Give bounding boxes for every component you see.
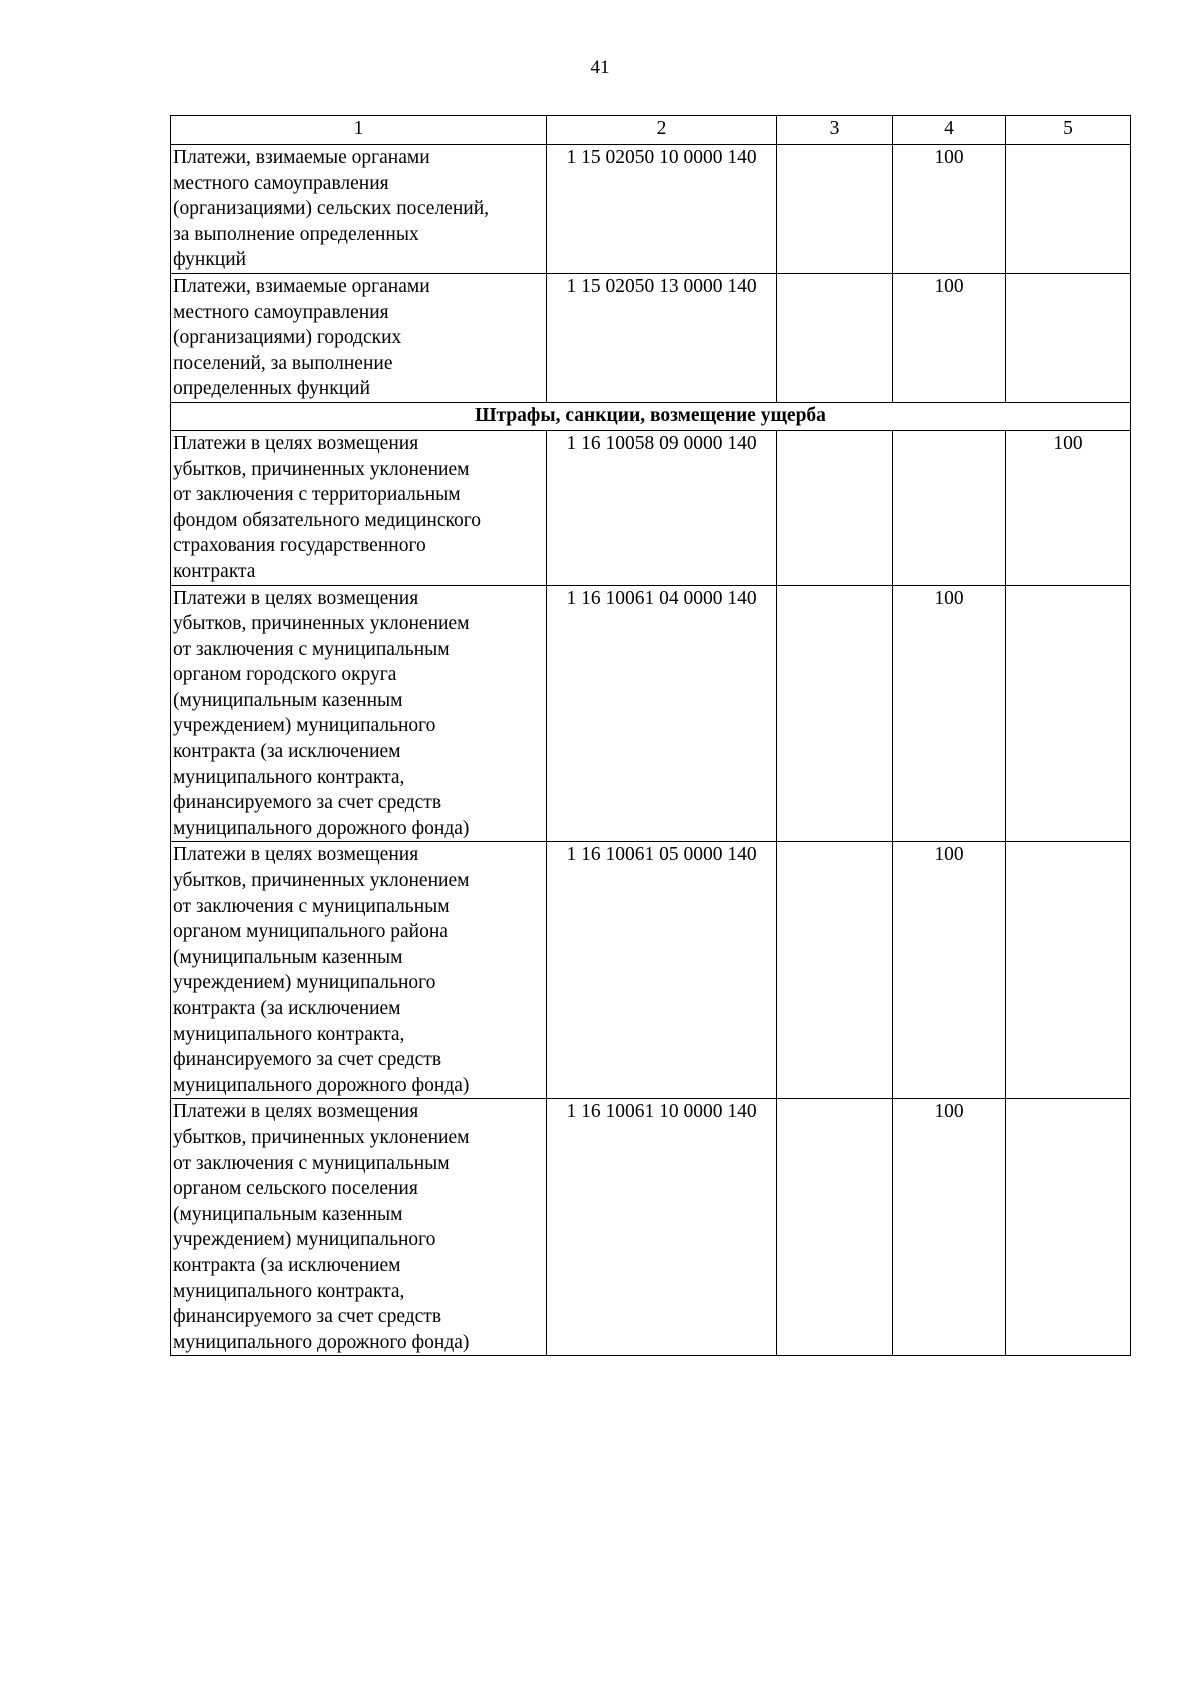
payment-name-line: финансируемого за счет средств: [173, 1049, 442, 1071]
column-header-row: [171, 116, 1131, 145]
payment-name-line: органом муниципального района: [173, 921, 448, 943]
payment-name-line: органом городского округа: [173, 664, 397, 686]
column-3-cell: [777, 842, 893, 1099]
payment-name-line: Платежи в целях возмещения: [173, 1101, 419, 1123]
payment-name-line: убытков, причиненных уклонением: [173, 870, 470, 892]
budget-code-cell: 1 16 10061 05 0000 140: [547, 842, 777, 1099]
column-header-4: 4: [893, 116, 1006, 145]
payment-name-line: контракта (за исключением: [173, 741, 401, 763]
column-3-cell: [777, 273, 893, 402]
payment-name-line: Платежи в целях возмещения: [173, 587, 419, 609]
payment-name-line: Платежи в целях возмещения: [173, 432, 419, 454]
column-5-cell: [1006, 273, 1131, 402]
payment-name-line: учреждением) муниципального: [173, 1229, 436, 1251]
payment-name-line: убытков, причиненных уклонением: [173, 1126, 470, 1148]
column-5-cell: [1006, 145, 1131, 274]
table-row: [171, 273, 1131, 402]
payment-name-line: местного самоуправления: [173, 301, 389, 323]
payment-name-line: муниципального контракта,: [173, 766, 405, 788]
page-number: 41: [590, 57, 610, 78]
payment-name-line: за выполнение определенных: [173, 223, 419, 245]
payment-name-cell: [171, 273, 547, 402]
column-3-cell: [777, 585, 893, 842]
table-row: [171, 842, 1131, 1099]
table-row: [171, 430, 1131, 585]
payment-name-line: (организациями) городских: [173, 327, 402, 349]
payment-name-line: (организациями) сельских поселений,: [173, 198, 490, 220]
payment-name-line: от заключения с территориальным: [173, 484, 461, 506]
payment-name-cell: [171, 842, 547, 1099]
payment-name-line: органом сельского поселения: [173, 1178, 418, 1200]
payment-name-line: фондом обязательного медицинского: [173, 509, 482, 531]
payment-name-cell: [171, 585, 547, 842]
column-5-cell: 100: [1006, 430, 1131, 585]
payment-name-line: поселений, за выполнение: [173, 352, 393, 374]
budget-table: [170, 115, 1131, 1356]
budget-code-cell: 1 16 10058 09 0000 140: [547, 430, 777, 585]
payment-name-line: определенных функций: [173, 378, 371, 400]
payment-name-line: Платежи, взимаемые органами: [173, 275, 430, 297]
column-header-3: 3: [777, 116, 893, 145]
column-5-cell: [1006, 585, 1131, 842]
payment-name-cell: [171, 1099, 547, 1356]
section-title: Штрафы, санкции, возмещение ущерба: [171, 402, 1131, 430]
payment-name-line: убытков, причиненных уклонением: [173, 458, 470, 480]
column-4-cell: [893, 430, 1006, 585]
budget-code-cell: 1 16 10061 04 0000 140: [547, 585, 777, 842]
payment-name-line: (муниципальным казенным: [173, 946, 403, 968]
column-3-cell: [777, 1099, 893, 1356]
column-5-cell: [1006, 1099, 1131, 1356]
column-4-cell: 100: [893, 585, 1006, 842]
payment-name-line: (муниципальным казенным: [173, 1203, 403, 1225]
budget-code-cell: 1 15 02050 10 0000 140: [547, 145, 777, 274]
column-4-cell: 100: [893, 145, 1006, 274]
payment-name-line: страхования государственного: [173, 535, 426, 557]
payment-name-line: Платежи, взимаемые органами: [173, 147, 430, 168]
payment-name-line: муниципального контракта,: [173, 1023, 405, 1045]
table-row: [171, 145, 1131, 274]
column-4-cell: 100: [893, 273, 1006, 402]
column-3-cell: [777, 430, 893, 585]
payment-name-line: контракта (за исключением: [173, 1254, 401, 1276]
section-header-row: [171, 402, 1131, 430]
payment-name-line: от заключения с муниципальным: [173, 638, 450, 660]
payment-name-line: контракта: [173, 560, 256, 582]
column-5-cell: [1006, 842, 1131, 1099]
table-row: [171, 585, 1131, 842]
payment-name-cell: [171, 145, 547, 274]
column-header-2: 2: [547, 116, 777, 145]
payment-name-line: от заключения с муниципальным: [173, 895, 450, 917]
payment-name-line: контракта (за исключением: [173, 998, 401, 1019]
payment-name-cell: [171, 430, 547, 585]
payment-name-line: муниципального дорожного фонда): [173, 1331, 470, 1353]
payment-name-line: муниципального дорожного фонда): [173, 1074, 470, 1096]
payment-name-line: учреждением) муниципального: [173, 715, 436, 737]
payment-name-line: функций: [173, 249, 247, 271]
column-header-5: 5: [1006, 116, 1131, 145]
budget-code-cell: 1 16 10061 10 0000 140: [547, 1099, 777, 1356]
payment-name-line: муниципального контракта,: [173, 1280, 405, 1302]
payment-name-line: муниципального дорожного фонда): [173, 817, 470, 839]
payment-name-line: учреждением) муниципального: [173, 972, 436, 994]
budget-code-cell: 1 15 02050 13 0000 140: [547, 273, 777, 402]
payment-name-line: финансируемого за счет средств: [173, 792, 442, 814]
payment-name-line: местного самоуправления: [173, 172, 389, 194]
table-body: [171, 116, 1131, 1356]
column-3-cell: [777, 145, 893, 274]
payment-name-line: убытков, причиненных уклонением: [173, 613, 470, 635]
column-header-1: 1: [171, 116, 547, 145]
table-row: [171, 1099, 1131, 1356]
payment-name-line: финансируемого за счет средств: [173, 1306, 442, 1328]
column-4-cell: 100: [893, 1099, 1006, 1356]
payment-name-line: Платежи в целях возмещения: [173, 844, 419, 866]
column-4-cell: 100: [893, 842, 1006, 1099]
payment-name-line: (муниципальным казенным: [173, 689, 403, 711]
payment-name-line: от заключения с муниципальным: [173, 1152, 450, 1174]
